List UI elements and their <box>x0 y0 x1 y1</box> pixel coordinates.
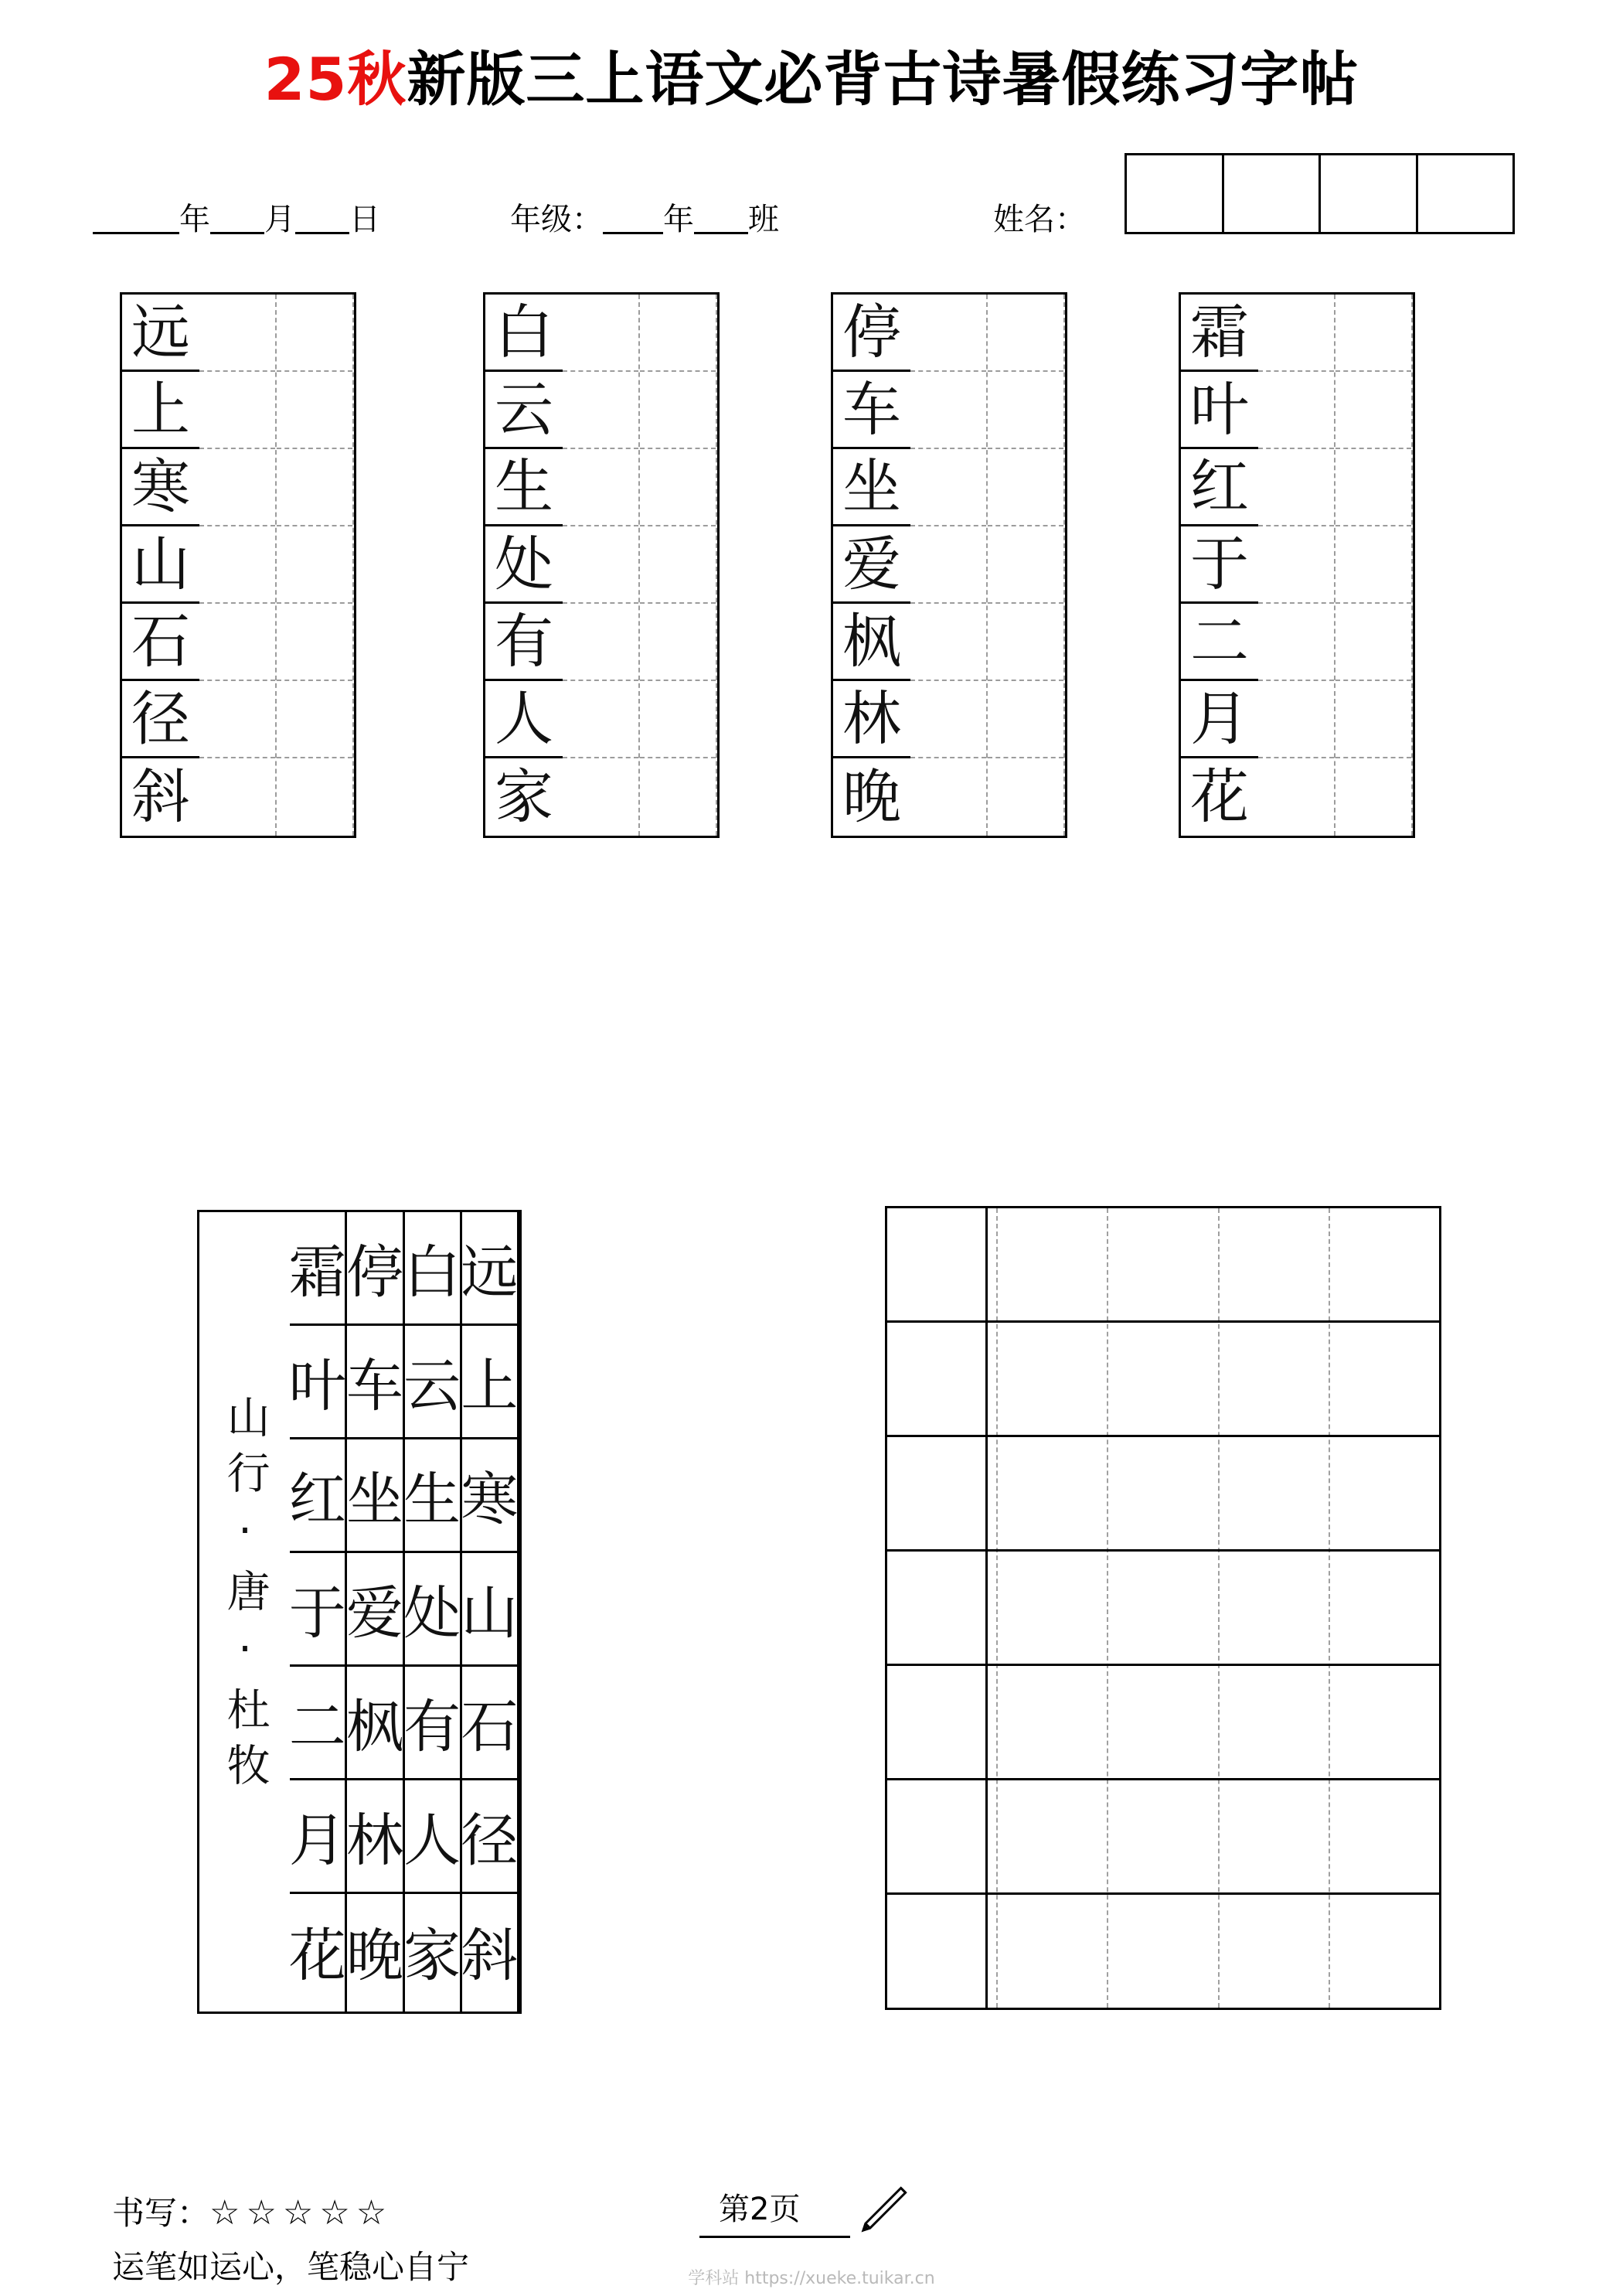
practice-cell <box>1181 295 1258 372</box>
name-cell[interactable] <box>1418 155 1513 232</box>
practice-block-1[interactable] <box>120 292 356 838</box>
page-number-rule <box>699 2236 850 2238</box>
practice-blank-column[interactable] <box>640 295 717 836</box>
poem-cell <box>290 1326 345 1439</box>
practice-cell <box>833 295 910 372</box>
blank-grid-column[interactable] <box>887 1208 998 2008</box>
blank-grid-cell[interactable] <box>887 1666 996 1780</box>
page-title <box>0 32 1623 117</box>
char-glyph: 径 <box>461 1807 519 1874</box>
practice-cell[interactable] <box>910 295 986 372</box>
practice-cell[interactable] <box>277 681 352 758</box>
grade-blank[interactable] <box>603 199 663 234</box>
practice-cell[interactable] <box>199 449 275 526</box>
blank-grid-column[interactable] <box>1108 1208 1219 2008</box>
poem-cell <box>347 1212 402 1326</box>
blank-grid-cell[interactable] <box>1108 1437 1217 1552</box>
poem-cell <box>290 1439 345 1553</box>
char-glyph: 山 <box>131 529 190 598</box>
motto-text: 运笔如运心，笔稳心自宁 <box>112 2248 470 2286</box>
practice-cell[interactable] <box>640 526 716 604</box>
practice-cell[interactable] <box>640 681 716 758</box>
title-rest: 新版三上语文必背古诗暑假练习字帖 <box>407 45 1359 114</box>
poem-cell <box>462 1439 517 1553</box>
char-glyph: 石 <box>461 1694 519 1760</box>
practice-cell[interactable] <box>988 758 1063 836</box>
practice-cell <box>485 295 563 372</box>
practice-cell <box>833 526 910 604</box>
practice-cell[interactable] <box>563 681 638 758</box>
char-glyph: 花 <box>288 1922 346 1989</box>
page-number: 第2页 <box>719 2192 801 2227</box>
char-glyph: 林 <box>345 1807 403 1874</box>
blank-grid-vrule <box>985 1206 988 2010</box>
name-cell[interactable] <box>1127 155 1224 232</box>
practice-cell[interactable] <box>910 758 986 836</box>
blank-grid-cell[interactable] <box>998 1780 1107 1895</box>
blank-grid-cell[interactable] <box>998 1895 1107 2008</box>
practice-blank-column[interactable] <box>563 295 640 836</box>
char-glyph: 斜 <box>461 1922 519 1989</box>
practice-cell[interactable] <box>1335 681 1411 758</box>
practice-block-2[interactable] <box>483 292 720 838</box>
char-glyph: 处 <box>495 529 553 598</box>
poem-cell <box>347 1326 402 1439</box>
char-glyph: 人 <box>403 1807 461 1874</box>
practice-cell[interactable] <box>563 295 638 372</box>
day-label: 日 <box>349 202 380 237</box>
practice-cell[interactable] <box>1335 372 1411 449</box>
practice-block-3[interactable] <box>831 292 1067 838</box>
blank-grid-cell[interactable] <box>887 1208 996 1323</box>
blank-grid-cell[interactable] <box>1330 1895 1439 2008</box>
practice-cell[interactable] <box>640 295 716 372</box>
poem-cell <box>405 1212 460 1326</box>
info-row <box>93 192 1190 238</box>
class-label: 班 <box>748 202 779 237</box>
poem-cell <box>290 1780 345 1894</box>
practice-model-column <box>485 295 563 836</box>
practice-cell <box>833 758 910 836</box>
char-glyph: 坐 <box>842 451 901 521</box>
blank-grid-column[interactable] <box>1330 1208 1439 2008</box>
char-glyph: 生 <box>403 1467 461 1533</box>
practice-cell[interactable] <box>988 295 1063 372</box>
poem-title-column <box>199 1212 290 2012</box>
blank-grid-cell[interactable] <box>998 1552 1107 1666</box>
char-glyph: 远 <box>131 297 190 366</box>
practice-cell[interactable] <box>199 758 275 836</box>
char-glyph: 家 <box>495 762 553 831</box>
blank-grid-cell[interactable] <box>998 1437 1107 1552</box>
poem-cell <box>405 1326 460 1439</box>
poem-column-1 <box>462 1212 519 2012</box>
grade-field[interactable] <box>510 195 779 239</box>
poem-column-2 <box>405 1212 462 2012</box>
char-glyph: 晚 <box>842 762 901 831</box>
poem-cell <box>462 1667 517 1780</box>
char-glyph: 车 <box>345 1353 403 1419</box>
poem-cell <box>347 1553 402 1667</box>
name-input-boxes[interactable] <box>1125 153 1515 234</box>
practice-cell[interactable] <box>910 681 986 758</box>
blank-grid-cell[interactable] <box>1108 1895 1217 2008</box>
practice-cell <box>122 372 199 449</box>
blank-grid-cell[interactable] <box>887 1323 996 1437</box>
practice-cell[interactable] <box>910 449 986 526</box>
practice-cell[interactable] <box>988 449 1063 526</box>
blank-grid-cell[interactable] <box>887 1437 996 1552</box>
char-glyph: 叶 <box>288 1353 346 1419</box>
practice-cell <box>1181 372 1258 449</box>
char-glyph: 径 <box>131 683 190 753</box>
practice-cell[interactable] <box>563 449 638 526</box>
blank-grid-cell[interactable] <box>1220 1552 1329 1666</box>
practice-cell <box>1181 758 1258 836</box>
blank-grid-cell[interactable] <box>998 1208 1107 1323</box>
title-highlight: 25秋 <box>264 45 407 114</box>
practice-cell <box>485 758 563 836</box>
practice-cell[interactable] <box>1335 295 1411 372</box>
blank-grid-rule <box>885 1320 1441 1323</box>
practice-cell <box>485 372 563 449</box>
name-label: 姓名： <box>993 202 1086 237</box>
poem-cell <box>405 1667 460 1780</box>
char-glyph: 处 <box>403 1580 461 1647</box>
poem-block <box>197 1210 522 2014</box>
char-glyph: 红 <box>288 1467 346 1533</box>
char-glyph: 枫 <box>842 606 901 676</box>
char-glyph: 红 <box>1190 451 1249 521</box>
practice-blank-column[interactable] <box>988 295 1065 836</box>
practice-cell <box>122 758 199 836</box>
poem-cell <box>462 1780 517 1894</box>
blank-practice-grid[interactable] <box>885 1206 1441 2010</box>
star-rating[interactable]: ☆☆☆☆☆ <box>209 2193 393 2233</box>
char-glyph: 上 <box>131 374 190 444</box>
char-glyph: 有 <box>403 1694 461 1760</box>
char-glyph: 车 <box>842 374 901 444</box>
practice-cell <box>1181 526 1258 604</box>
practice-cell[interactable] <box>1258 681 1334 758</box>
practice-cell[interactable] <box>277 449 352 526</box>
practice-cell <box>122 604 199 681</box>
poem-cell <box>462 1212 517 1326</box>
blank-grid-cell[interactable] <box>1108 1780 1217 1895</box>
practice-cell[interactable] <box>640 449 716 526</box>
blank-grid-cell[interactable] <box>1330 1552 1439 1666</box>
blank-grid-rule <box>885 1778 1441 1780</box>
blank-grid-cell[interactable] <box>1220 1780 1329 1895</box>
char-glyph: 霜 <box>288 1239 346 1306</box>
blank-grid-column[interactable] <box>1220 1208 1330 2008</box>
practice-cell[interactable] <box>988 681 1063 758</box>
char-glyph: 上 <box>461 1353 519 1419</box>
practice-cell[interactable] <box>1335 604 1411 681</box>
practice-cell[interactable] <box>199 526 275 604</box>
practice-cell <box>833 372 910 449</box>
practice-cell[interactable] <box>563 372 638 449</box>
poem-cell <box>290 1553 345 1667</box>
class-blank[interactable] <box>694 199 748 234</box>
poem-cell <box>290 1212 345 1326</box>
practice-cell <box>122 449 199 526</box>
poem-cell <box>405 1439 460 1553</box>
poem-cell <box>347 1439 402 1553</box>
char-glyph: 寒 <box>461 1467 519 1533</box>
poem-cell <box>462 1553 517 1667</box>
blank-grid-cell[interactable] <box>1330 1437 1439 1552</box>
blank-grid-column[interactable] <box>998 1208 1108 2008</box>
practice-cell[interactable] <box>1335 758 1411 836</box>
poem-column-3 <box>347 1212 404 2012</box>
practice-cell[interactable] <box>1258 758 1334 836</box>
grade-label: 年级： <box>510 202 603 237</box>
poem-cell <box>405 1780 460 1894</box>
practice-cell[interactable] <box>199 372 275 449</box>
char-glyph: 停 <box>345 1239 403 1306</box>
pencil-icon <box>856 2180 914 2237</box>
practice-cell[interactable] <box>1335 449 1411 526</box>
poem-cell <box>405 1894 460 2008</box>
poem-title: 山行·唐·杜牧 <box>219 1395 270 1798</box>
poem-cell <box>290 1667 345 1780</box>
blank-grid-cell[interactable] <box>1220 1666 1329 1780</box>
practice-cell <box>1181 449 1258 526</box>
char-glyph: 人 <box>495 683 553 753</box>
practice-cell <box>485 449 563 526</box>
blank-grid-cell[interactable] <box>1108 1552 1217 1666</box>
practice-cell[interactable] <box>1258 449 1334 526</box>
char-glyph: 月 <box>1190 683 1249 753</box>
practice-cell[interactable] <box>199 604 275 681</box>
name-cell[interactable] <box>1321 155 1418 232</box>
practice-cell[interactable] <box>910 526 986 604</box>
char-glyph: 白 <box>495 297 553 366</box>
practice-model-column <box>1181 295 1258 836</box>
char-glyph: 白 <box>403 1239 461 1306</box>
blank-grid-cell[interactable] <box>1220 1208 1329 1323</box>
blank-grid-cell[interactable] <box>887 1780 996 1895</box>
write-label: 书写： <box>112 2194 210 2232</box>
blank-grid-rule <box>885 1664 1441 1666</box>
poem-cell <box>290 1894 345 2008</box>
char-glyph: 停 <box>842 297 901 366</box>
blank-grid-cell[interactable] <box>1220 1323 1329 1437</box>
practice-blank-column[interactable] <box>1335 295 1413 836</box>
practice-cell[interactable] <box>277 372 352 449</box>
blank-grid-cell[interactable] <box>998 1666 1107 1780</box>
practice-cell[interactable] <box>1258 526 1334 604</box>
blank-grid-cell[interactable] <box>1108 1323 1217 1437</box>
practice-model-column <box>122 295 199 836</box>
poem-cell <box>462 1894 517 2008</box>
practice-cell[interactable] <box>1258 604 1334 681</box>
practice-cell[interactable] <box>277 604 352 681</box>
practice-block-4[interactable] <box>1179 292 1415 838</box>
char-glyph: 云 <box>495 374 553 444</box>
practice-cell[interactable] <box>640 604 716 681</box>
grade-year-label: 年 <box>663 202 694 237</box>
practice-cell[interactable] <box>640 372 716 449</box>
blank-grid-cell[interactable] <box>887 1895 996 2008</box>
char-glyph: 山 <box>461 1580 519 1647</box>
char-glyph: 家 <box>403 1922 461 1989</box>
practice-cell[interactable] <box>640 758 716 836</box>
practice-cell[interactable] <box>563 604 638 681</box>
practice-cell <box>1181 681 1258 758</box>
practice-cell[interactable] <box>988 526 1063 604</box>
char-glyph: 石 <box>131 606 190 676</box>
practice-cell <box>485 681 563 758</box>
char-glyph: 生 <box>495 451 553 521</box>
char-glyph: 林 <box>842 683 901 753</box>
practice-cell[interactable] <box>563 758 638 836</box>
practice-blank-column[interactable] <box>910 295 988 836</box>
name-cell[interactable] <box>1224 155 1322 232</box>
blank-grid-cell[interactable] <box>1330 1666 1439 1780</box>
practice-cell[interactable] <box>910 372 986 449</box>
blank-grid-cell[interactable] <box>1108 1666 1217 1780</box>
char-glyph: 二 <box>1190 606 1249 676</box>
practice-cell <box>833 449 910 526</box>
blank-grid-cell[interactable] <box>887 1552 996 1666</box>
char-glyph: 花 <box>1190 762 1249 831</box>
blank-grid-cell[interactable] <box>1108 1208 1217 1323</box>
char-glyph: 于 <box>1190 529 1249 598</box>
char-glyph: 晚 <box>345 1922 403 1989</box>
char-glyph: 二 <box>288 1694 346 1760</box>
practice-cell <box>122 295 199 372</box>
practice-cell <box>485 604 563 681</box>
blank-grid-cell[interactable] <box>998 1323 1107 1437</box>
poem-cell <box>347 1780 402 1894</box>
char-glyph: 寒 <box>131 451 190 521</box>
watermark: 学科站 https://xueke.tuikar.cn <box>688 2269 935 2288</box>
char-glyph: 月 <box>288 1807 346 1874</box>
practice-cell <box>122 526 199 604</box>
practice-blank-column[interactable] <box>1258 295 1335 836</box>
blank-grid-cell[interactable] <box>1220 1895 1329 2008</box>
char-glyph: 斜 <box>131 762 190 831</box>
date-day-blank[interactable] <box>295 199 349 234</box>
practice-cell[interactable] <box>199 681 275 758</box>
practice-cell <box>833 681 910 758</box>
char-glyph: 叶 <box>1190 374 1249 444</box>
char-glyph: 坐 <box>345 1467 403 1533</box>
blank-grid-cell[interactable] <box>1330 1208 1439 1323</box>
date-year-blank[interactable] <box>93 199 179 234</box>
blank-grid-cell[interactable] <box>1220 1437 1329 1552</box>
practice-cell[interactable] <box>277 758 352 836</box>
practice-model-column <box>833 295 910 836</box>
practice-blank-column[interactable] <box>199 295 277 836</box>
practice-cell <box>1181 604 1258 681</box>
practice-blank-column[interactable] <box>277 295 354 836</box>
poem-cell <box>347 1667 402 1780</box>
month-label: 月 <box>264 202 295 237</box>
char-glyph: 枫 <box>345 1694 403 1760</box>
date-field[interactable] <box>93 195 380 239</box>
blank-grid-cell[interactable] <box>1330 1780 1439 1895</box>
poem-cell <box>347 1894 402 2008</box>
practice-cell[interactable] <box>988 604 1063 681</box>
poem-cell <box>462 1326 517 1439</box>
char-glyph: 有 <box>495 606 553 676</box>
poem-cell <box>405 1553 460 1667</box>
practice-cell[interactable] <box>1258 372 1334 449</box>
char-glyph: 云 <box>403 1353 461 1419</box>
char-glyph: 远 <box>461 1239 519 1306</box>
practice-cell[interactable] <box>910 604 986 681</box>
char-glyph: 爱 <box>842 529 901 598</box>
blank-grid-rule <box>885 1435 1441 1437</box>
practice-cell[interactable] <box>988 372 1063 449</box>
practice-cell[interactable] <box>563 526 638 604</box>
practice-cell <box>485 526 563 604</box>
practice-cell <box>833 604 910 681</box>
practice-cell <box>122 681 199 758</box>
handwriting-rating <box>112 2188 393 2234</box>
blank-grid-cell[interactable] <box>1330 1323 1439 1437</box>
year-label: 年 <box>179 202 210 237</box>
char-glyph: 爱 <box>345 1580 403 1647</box>
char-glyph: 霜 <box>1190 297 1249 366</box>
practice-cell[interactable] <box>1335 526 1411 604</box>
practice-cell[interactable] <box>277 295 352 372</box>
blank-grid-rule <box>885 1892 1441 1895</box>
practice-cell[interactable] <box>199 295 275 372</box>
poem-column-4 <box>290 1212 347 2012</box>
practice-cell[interactable] <box>1258 295 1334 372</box>
date-month-blank[interactable] <box>210 199 264 234</box>
char-glyph: 于 <box>288 1580 346 1647</box>
blank-grid-rule <box>885 1549 1441 1552</box>
practice-cell[interactable] <box>277 526 352 604</box>
